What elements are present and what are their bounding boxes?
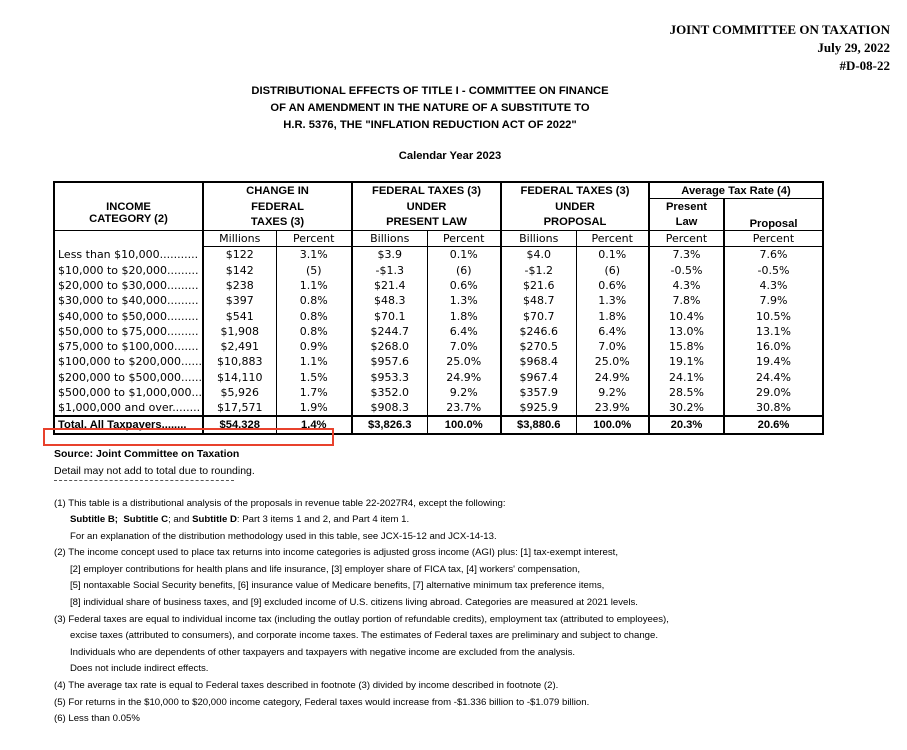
present-billions-cell: $70.1 [374,309,406,323]
change-percent-cell: 1.5% [276,370,352,385]
change-millions-cell: $541 [225,309,254,323]
total-present-percent: 100.0% [427,416,501,433]
avg-rate-present-cell: 4.3% [649,278,724,293]
change-percent-cell: 0.8% [276,308,352,323]
footnote-3-cont: Does not include indirect effects. [70,663,209,674]
present-billions-cell: $3.9 [377,248,402,262]
income-category-cell: $20,000 to $30,000......... [54,278,203,293]
proposal-billions-cell: $48.7 [523,294,555,308]
avg-rate-present-cell: 24.1% [649,370,724,385]
header-income-category: INCOME CATEGORY (2) [54,182,203,230]
present-billions-cell: $352.0 [370,386,409,399]
change-millions-cell: $142 [225,263,254,277]
proposal-percent-cell: 25.0% [576,354,649,369]
present-billions-cell: $21.4 [374,278,406,292]
change-percent-cell: 1.1% [276,354,352,369]
avg-rate-present-cell: 7.3% [649,247,724,263]
total-avg-proposal: 20.6% [724,416,823,433]
change-millions-cell: $14,110 [217,370,263,384]
header-present-3: PRESENT LAW [352,215,501,231]
avg-rate-present-cell: 19.1% [649,354,724,369]
table-row [54,339,823,354]
proposal-billions-cell: $4.0 [526,248,551,262]
proposal-billions-cell: $925.9 [519,401,558,415]
proposal-percent-cell: 9.2% [576,385,649,400]
header-avg-present: Present [649,199,724,215]
present-percent-cell: 6.4% [427,324,501,339]
proposal-percent-cell: 1.3% [576,293,649,308]
footnote-2-cont: [5] nontaxable Social Security benefits, [6] insurance value of Medicare benefits, [7] alternative minimum tax preference items, [70,580,605,591]
source-note: Source: Joint Committee on Taxation [54,448,240,460]
calendar-year: Calendar Year 2023 [398,150,502,162]
avg-rate-present-cell: 15.8% [649,339,724,354]
proposal-percent-cell: 24.9% [576,370,649,385]
footnote-1-methodology: For an explanation of the distribution methodology used in this table, see JCX-15-12 and JCX-14-13. [70,531,497,542]
change-percent-cell: 1.1% [276,278,352,293]
rounding-note: Detail may not add to total due to rounding. [54,465,255,477]
proposal-percent-cell: 0.1% [576,247,649,263]
header-change-2: FEDERAL [203,199,352,215]
change-millions-cell: $10,883 [217,355,263,369]
present-billions-cell: $908.3 [370,401,409,415]
header-proposal-2: UNDER [501,199,649,215]
proposal-billions-cell: $70.7 [523,309,555,323]
unit-cell: Billions [501,230,576,246]
unit-cell: Percent [576,230,649,246]
change-millions-cell: $2,491 [220,340,259,354]
change-millions-cell: $397 [225,294,254,308]
total-proposal-percent: 100.0% [576,416,649,433]
income-category-cell: $1,000,000 and over........ [54,400,203,416]
footnote-2-cont: [8] individual share of business taxes, and [9] excluded income of U.S. citizens living abroad. Categories are measured at 2021 levels. [70,597,638,608]
avg-rate-present-cell: -0.5% [649,262,724,277]
table-row [54,370,823,385]
unit-cell: Percent [724,230,823,246]
unit-cell: Millions [203,230,276,246]
table-row [54,247,823,263]
proposal-billions-cell: $270.5 [519,340,558,354]
avg-rate-present-cell: 10.4% [649,308,724,323]
title-line: H.R. 5376, THE "INFLATION REDUCTION ACT OF 2022" [283,119,577,131]
proposal-billions-cell: $21.6 [523,278,555,292]
income-category-cell: $75,000 to $100,000....... [54,339,203,354]
footnote-5: (5) For returns in the $10,000 to $20,000 income category, Federal taxes would increase from -$1.336 billion to -$1.079 billion. [54,697,590,708]
avg-rate-proposal-cell: 16.0% [724,339,823,354]
document-title [0,83,860,134]
unit-cell: Percent [276,230,352,246]
document-date: July 29, 2022 [817,40,890,55]
change-percent-cell: 0.8% [276,293,352,308]
change-percent-cell: 0.8% [276,324,352,339]
proposal-percent-cell: 0.6% [576,278,649,293]
header-avg-rate: Average Tax Rate (4) [649,182,823,199]
table-row [54,293,823,308]
avg-rate-present-cell: 30.2% [649,400,724,416]
present-billions-cell: $953.3 [370,370,409,384]
title-line: DISTRIBUTIONAL EFFECTS OF TITLE I - COMMITTEE ON FINANCE [251,85,609,97]
header-proposal-3: PROPOSAL [501,215,649,231]
present-billions-cell: $48.3 [374,294,406,308]
avg-rate-proposal-cell: -0.5% [724,262,823,277]
present-percent-cell: 25.0% [427,354,501,369]
income-category-cell: $100,000 to $200,000...... [54,354,203,369]
income-category-cell: Less than $10,000........... [54,247,203,263]
present-percent-cell: 1.3% [427,293,501,308]
header-present: FEDERAL TAXES (3) [352,182,501,199]
header-present-2: UNDER [352,199,501,215]
total-label: Total, All Taxpayers........ [54,416,203,433]
proposal-billions-cell: -$1.2 [524,263,553,277]
total-change-percent: 1.4% [276,416,352,433]
table-row [54,278,823,293]
proposal-percent-cell: 7.0% [576,339,649,354]
present-percent-cell: 9.2% [427,385,501,400]
header-avg-present-2: Law [649,215,724,231]
units-row [54,230,823,246]
footnote-2: (2) The income concept used to place tax returns into income categories is adjusted gross income (AGI) plus: [1] tax-exempt interest, [54,547,618,558]
total-change-millions: $54,328 [203,416,276,433]
avg-rate-present-cell: 13.0% [649,324,724,339]
proposal-billions-cell: $246.6 [519,324,558,338]
table-row [54,262,823,277]
footnote-3-cont: Individuals who are dependents of other taxpayers and taxpayers with negative income are excluded from the analysis. [70,647,576,658]
proposal-percent-cell: 1.8% [576,308,649,323]
change-millions-cell: $238 [225,278,254,292]
avg-rate-proposal-cell: 7.6% [724,247,823,263]
table-row [54,308,823,323]
total-present-billions: $3,826.3 [352,416,427,433]
change-millions-cell: $5,926 [220,386,259,399]
footnote-4: (4) The average tax rate is equal to Federal taxes described in footnote (3) divided by income described in footnote (2). [54,680,559,691]
avg-rate-present-cell: 28.5% [649,385,724,400]
proposal-percent-cell: 6.4% [576,324,649,339]
present-billions-cell: -$1.3 [375,263,404,277]
change-percent-cell: 1.9% [276,400,352,416]
avg-rate-proposal-cell: 4.3% [724,278,823,293]
footnote-6: (6) Less than 0.05% [54,713,140,724]
unit-cell: Percent [649,230,724,246]
total-proposal-billions: $3,880.6 [501,416,576,433]
change-percent-cell: 0.9% [276,339,352,354]
header-change: CHANGE IN [203,182,352,199]
header-proposal: FEDERAL TAXES (3) [501,182,649,199]
avg-rate-proposal-cell: 10.5% [724,308,823,323]
organization-name: JOINT COMMITTEE ON TAXATION [669,22,890,37]
footnote-1-exceptions: Subtitle B; Subtitle C; and Subtitle D: Part 3 items 1 and 2, and Part 4 item 1. [70,514,410,525]
proposal-percent-cell: (6) [576,262,649,277]
income-category-cell: $200,000 to $500,000...... [54,370,203,385]
proposal-billions-cell: $357.9 [519,386,558,399]
total-row [54,416,823,433]
document-id: #D-08-22 [839,58,890,73]
total-avg-present: 20.3% [649,416,724,433]
change-millions-cell: $122 [225,248,254,262]
avg-rate-proposal-cell: 13.1% [724,324,823,339]
proposal-percent-cell: 23.9% [576,400,649,416]
income-category-cell: $30,000 to $40,000......... [54,293,203,308]
income-category-cell: $10,000 to $20,000......... [54,262,203,277]
change-percent-cell: 1.7% [276,385,352,400]
present-percent-cell: 0.6% [427,278,501,293]
present-percent-cell: 24.9% [427,370,501,385]
footnote-divider [54,480,234,481]
present-billions-cell: $268.0 [370,340,409,354]
header-avg-proposal: Proposal [724,199,823,231]
title-line: OF AN AMENDMENT IN THE NATURE OF A SUBSTITUTE TO [270,102,590,114]
avg-rate-proposal-cell: 7.9% [724,293,823,308]
present-percent-cell: 23.7% [427,400,501,416]
present-percent-cell: 0.1% [427,247,501,263]
present-percent-cell: 1.8% [427,308,501,323]
unit-cell: Percent [427,230,501,246]
avg-rate-proposal-cell: 30.8% [724,400,823,416]
proposal-billions-cell: $967.4 [519,370,558,384]
footnote-1: (1) This table is a distributional analysis of the proposals in revenue table 22-2027R4, except the following: [54,498,506,509]
present-percent-cell: 7.0% [427,339,501,354]
table-row [54,324,823,339]
avg-rate-present-cell: 7.8% [649,293,724,308]
footnote-3: (3) Federal taxes are equal to individual income tax (including the outlay portion of refundable credits), employment tax (attributed to employees), [54,614,669,625]
avg-rate-proposal-cell: 24.4% [724,370,823,385]
income-category-cell: $50,000 to $75,000......... [54,324,203,339]
present-billions-cell: $957.6 [370,355,409,369]
header-change-3: TAXES (3) [203,215,352,231]
change-millions-cell: $1,908 [220,324,259,338]
document-header [670,21,890,75]
present-percent-cell: (6) [427,262,501,277]
footnote-2-cont: [2] employer contributions for health plans and life insurance, [3] employer share of FICA tax, [4] workers' compensation, [70,564,581,575]
change-millions-cell: $17,571 [217,401,263,415]
table-row [54,385,823,400]
avg-rate-proposal-cell: 19.4% [724,354,823,369]
present-billions-cell: $244.7 [370,324,409,338]
unit-cell: Billions [352,230,427,246]
table-row [54,354,823,369]
table-row [54,400,823,416]
proposal-billions-cell: $968.4 [519,355,558,369]
change-percent-cell: (5) [276,262,352,277]
income-category-cell: $40,000 to $50,000......... [54,308,203,323]
distribution-table [53,181,824,435]
income-category-cell: $500,000 to $1,000,000... [54,385,203,400]
footnote-3-cont: excise taxes (attributed to consumers), and corporate income taxes. The estimates of Federal taxes are preliminary and subject to change. [70,630,659,641]
avg-rate-proposal-cell: 29.0% [724,385,823,400]
change-percent-cell: 3.1% [276,247,352,263]
